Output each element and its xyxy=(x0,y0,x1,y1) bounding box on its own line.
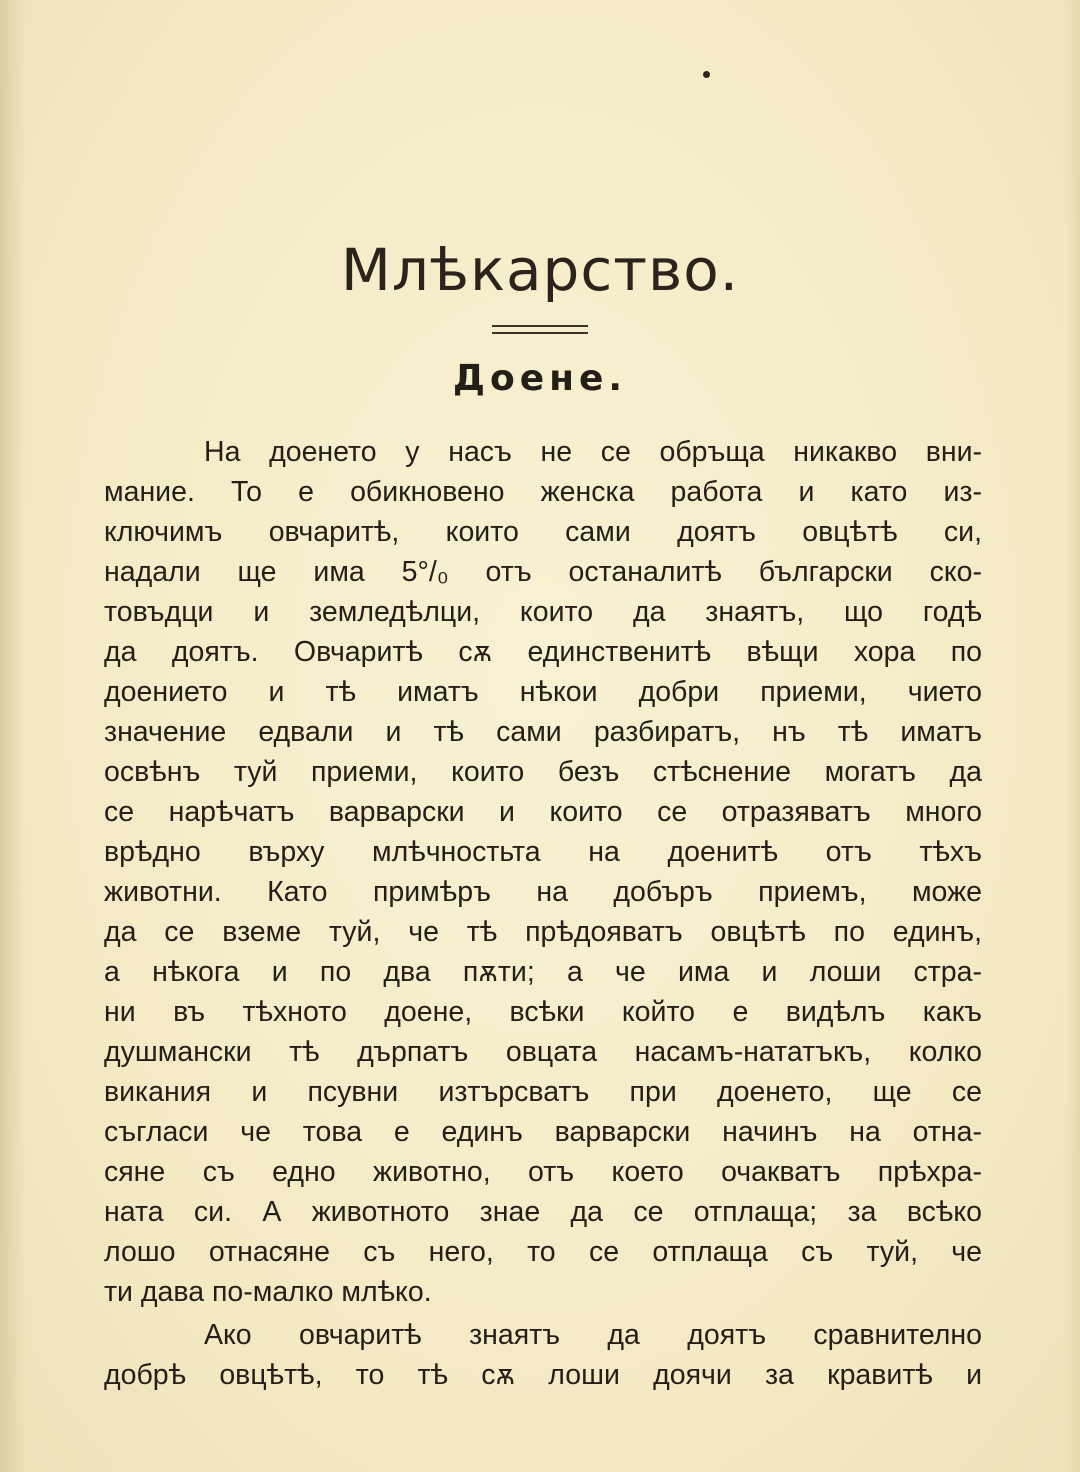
text-line: животни. Като примѣръ на добъръ приемъ, може xyxy=(104,876,982,908)
text-line: мание. То е обикновено женска работа и като из- xyxy=(104,476,982,508)
text-line: съгласи че това е единъ варварски начинъ на отна- xyxy=(104,1116,982,1148)
body-text xyxy=(104,432,982,1395)
section-heading: Доене. xyxy=(452,358,628,399)
text-line: да се вземе туй, че тѣ прѣдояватъ овцѣтѣ по единъ, xyxy=(104,916,982,948)
text-line: да доятъ. Овчаритѣ сѫ единственитѣ вѣщи хора по xyxy=(104,636,982,668)
text-line: ключимъ овчаритѣ, които сами доятъ овцѣтѣ си, xyxy=(104,516,982,548)
chapter-title: Млѣкарство. xyxy=(340,236,740,304)
title-rule-bottom xyxy=(492,332,588,334)
text-line: надали ще има 5°/₀ отъ останалитѣ български ско- xyxy=(104,556,982,588)
ink-speck xyxy=(703,71,710,78)
text-line: врѣдно върху млѣчностьта на доенитѣ отъ тѣхъ xyxy=(104,836,982,868)
text-line: ни въ тѣхното доене, всѣки който е видѣлъ какъ xyxy=(104,996,982,1028)
text-line: товъдци и земледѣлци, които да знаятъ, що годѣ xyxy=(104,596,982,628)
text-line: значение едвали и тѣ сами разбиратъ, нъ тѣ иматъ xyxy=(104,716,982,748)
text-line: освѣнъ туй приеми, които безъ стѣснение могатъ да xyxy=(104,756,982,788)
text-line: ната си. А животното знае да се отплаща; за всѣко xyxy=(104,1196,982,1228)
text-line: душмански тѣ дърпатъ овцата насамъ-нататъкъ, колко xyxy=(104,1036,982,1068)
text-line: ти дава по-малко млѣко. xyxy=(104,1276,432,1308)
text-line: лошо отнасяне съ него, то се отплаща съ туй, че xyxy=(104,1236,982,1268)
text-line: викания и псувни изтърсватъ при доенето, ще се xyxy=(104,1076,982,1108)
text-line: На доенето у насъ не се обръща никакво вни- xyxy=(204,436,982,468)
text-line: се нарѣчатъ варварски и които се отразяватъ много xyxy=(104,796,982,828)
text-line: добрѣ овцѣтѣ, то тѣ сѫ лоши доячи за кравитѣ и xyxy=(104,1359,982,1391)
page-gutter-shadow xyxy=(0,0,26,1472)
text-line: Ако овчаритѣ знаятъ да доятъ сравнително xyxy=(204,1319,982,1351)
page-edge-shadow xyxy=(1066,0,1080,1472)
title-rule-top xyxy=(492,325,588,327)
paragraph xyxy=(104,1315,982,1395)
paragraph xyxy=(104,432,982,1312)
text-line: доението и тѣ иматъ нѣкои добри приеми, чието xyxy=(104,676,982,708)
text-line: сяне съ едно животно, отъ което очакватъ прѣхра- xyxy=(104,1156,982,1188)
text-line: а нѣкога и по два пѫти; а че има и лоши стра- xyxy=(104,956,982,988)
